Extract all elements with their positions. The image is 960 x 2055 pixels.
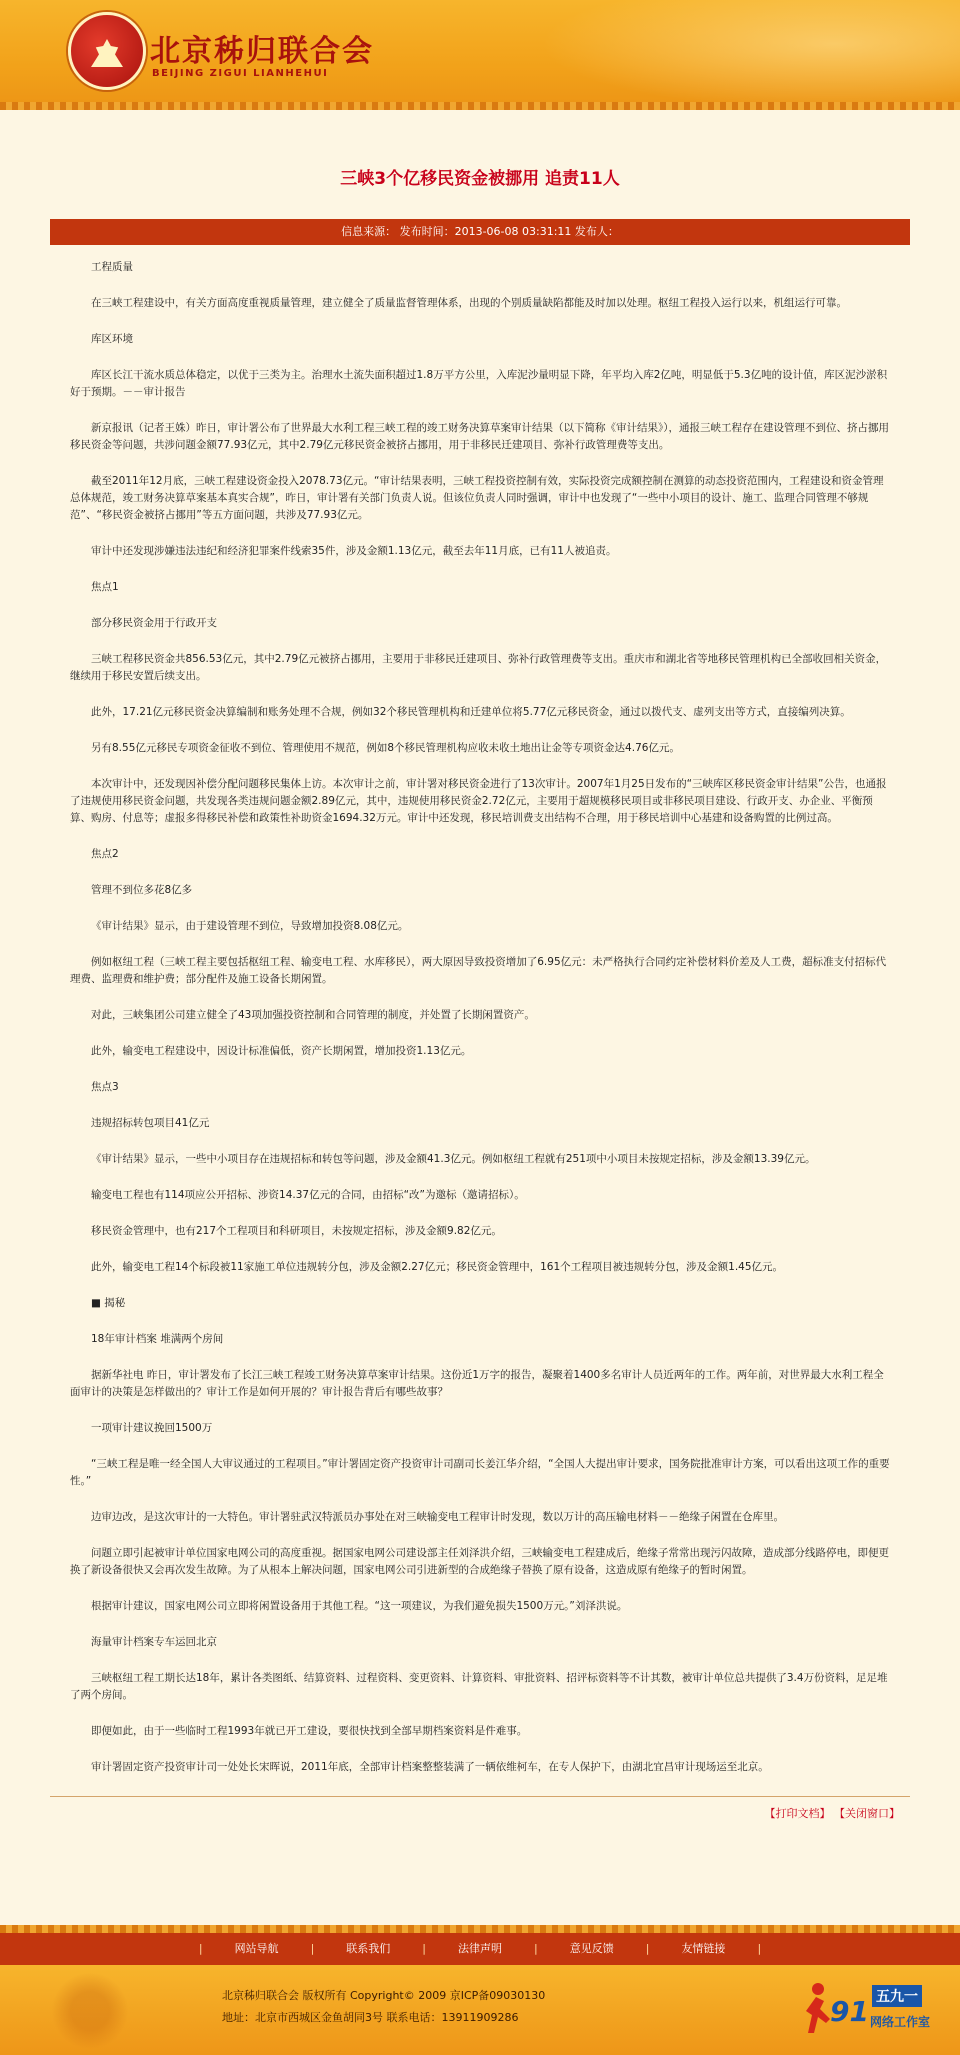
section-heading: 焦点3 xyxy=(91,1081,119,1093)
article-paragraph: 《审计结果》显示，一些中小项目存在违规招标和转包等问题，涉及金额41.3亿元。例如枢纽工程就有251项中小项目未按规定招标，涉及金额13.39亿元。 xyxy=(91,1153,816,1165)
studio-logo[interactable] xyxy=(794,1975,944,2047)
section-heading: 库区环境 xyxy=(91,333,133,345)
nav-separator: | xyxy=(422,1942,426,1955)
section-heading: 一项审计建议挽回1500万 xyxy=(91,1422,213,1434)
footer-body xyxy=(0,1965,960,2055)
article-actions: 【打印文档】 【关闭窗口】 xyxy=(764,1807,900,1820)
article-title: 三峡3个亿移民资金被挪用 追责11人 xyxy=(340,169,620,189)
section-heading: 管理不到位多花8亿多 xyxy=(91,884,193,896)
article-paragraph: 三峡枢纽工程工期长达18年，累计各类图纸、结算资料、过程资料、变更资料、计算资料、审批资料、招评标资料等不计其数，被审计单位总共提供了3.4万份资料，足足堆了两个房间。 xyxy=(70,1672,888,1701)
studio-name: 五九一 xyxy=(872,1985,922,2007)
studio-number: 91 xyxy=(830,1995,869,2028)
article-container xyxy=(50,110,910,1821)
content-divider xyxy=(50,1796,910,1797)
article-paragraph: 海量审计档案专车运回北京 xyxy=(91,1636,217,1648)
studio-subtitle: 网络工作室 xyxy=(870,2015,931,2029)
article-paragraph: “三峡工程是唯一经全国人大审议通过的工程项目。”审计署固定资产投资审计司副司长姜江华介绍，“全国人大提出审计要求，国务院批准审计方案，可以看出这项工作的重要性。” xyxy=(70,1458,890,1487)
close-window-button[interactable]: 关闭窗口 xyxy=(845,1807,889,1820)
logo-emblem-icon xyxy=(68,12,146,90)
footer-emblem-icon xyxy=(40,1971,140,2051)
article-paragraph: 输变电工程也有114项应公开招标、涉资14.37亿元的合同，由招标“改”为邀标（邀请招标）。 xyxy=(91,1189,525,1201)
footer-nav-link[interactable]: 法律声明 xyxy=(458,1942,502,1955)
section-heading: 违规招标转包项目41亿元 xyxy=(91,1117,210,1129)
section-heading: 焦点1 xyxy=(91,581,119,593)
section-heading: 部分移民资金用于行政开支 xyxy=(91,617,217,629)
nav-separator: | xyxy=(310,1942,315,1955)
nav-separator: | xyxy=(198,1942,203,1955)
footer-stripe xyxy=(0,1925,960,1933)
article-paragraph: 三峡工程移民资金共856.53亿元，其中2.79亿元被挤占挪用，主要用于非移民迁建项目、弥补行政管理费等支出。重庆市和湖北省等地移民管理机构已全部收回相关资金，继续用于移民安置后续支出。 xyxy=(70,653,887,682)
article-paragraph: 边审边改，是这次审计的一大特色。审计署驻武汉特派员办事处在对三峡输变电工程审计时发现，数以万计的高压输电材料－－绝缘子闲置在仓库里。 xyxy=(91,1511,784,1523)
logo-subtitle: BEIJING ZIGUI LIANHEHUI xyxy=(152,68,329,79)
article-paragraph: 问题立即引起被审计单位国家电网公司的高度重视。据国家电网公司建设部主任刘泽洪介绍，三峡输变电工程建成后，绝缘子常常出现污闪故障，造成部分线路停电，即便更换了新设备很快又会再次发生故障。为了从根本上解决问题，国家电网公司引进新型的合成绝缘子替换了原有设备，这造成原有绝缘子的暂时闲置。 xyxy=(70,1547,889,1576)
article-paragraph: 审计署固定资产投资审计司一处处长宋晖说，2011年底，全部审计档案整整装满了一辆依维柯车，在专人保护下，由湖北宜昌审计现场运至北京。 xyxy=(91,1761,769,1773)
article-paragraph: 此外，17.21亿元移民资金决算编制和账务处理不合规，例如32个移民管理机构和迁建单位将5.77亿元移民资金，通过以拨代支、虚列支出等方式，直接编列决算。 xyxy=(91,706,851,718)
footer-address: 地址：北京市西城区金鱼胡同3号 联系电话：13911909286 xyxy=(222,2011,519,2024)
nav-separator: | xyxy=(645,1942,650,1955)
nav-separator: | xyxy=(534,1942,538,1955)
header-band xyxy=(0,102,960,110)
footer-nav-link[interactable]: 友情链接 xyxy=(681,1942,726,1955)
section-heading: 工程质量 xyxy=(91,261,133,273)
site-header xyxy=(0,0,960,110)
article-paragraph: 另有8.55亿元移民专项资金征收不到位、管理使用不规范，例如8个移民管理机构应收未收土地出让金等专项资金达4.76亿元。 xyxy=(91,742,680,754)
article-paragraph: 此外，输变电工程建设中，因设计标准偏低，资产长期闲置，增加投资1.13亿元。 xyxy=(91,1045,472,1057)
article-paragraph: 在三峡工程建设中，有关方面高度重视质量管理，建立健全了质量监督管理体系，出现的个别质量缺陷都能及时加以处理。枢纽工程投入运行以来，机组运行可靠。 xyxy=(91,297,847,309)
article-paragraph: 例如枢纽工程（三峡工程主要包括枢纽工程、输变电工程、水库移民），两大原因导致投资增加了6.95亿元：未严格执行合同约定补偿材料价差及人工费，超标准支付招标代理费、监理费和维护费；部分配件及施工设备长期闲置。 xyxy=(70,956,887,985)
section-heading: 焦点2 xyxy=(91,848,119,860)
article-paragraph: 新京报讯（记者王姝）昨日，审计署公布了世界最大水利工程三峡工程的竣工财务决算草案审计结果（以下简称《审计结果》），通报三峡工程存在建设管理不到位、挤占挪用移民资金等问题，共涉问题金额77.93亿元，其中2.79亿元移民资金被挤占挪用，用于非移民迁建项目、弥补行政管理费等支出。 xyxy=(70,422,889,451)
logo-title[interactable]: 北京秭归联合会 xyxy=(150,34,374,69)
runner-icon xyxy=(798,1981,832,2037)
footer-nav-link[interactable]: 联系我们 xyxy=(346,1942,391,1955)
section-heading: 根据审计建议，国家电网公司立即将闲置设备用于其他工程。“这一项建议，为我们避免损失1500万元。”刘泽洪说。 xyxy=(91,1600,628,1612)
footer-nav-link[interactable]: 意见反馈 xyxy=(569,1942,614,1955)
footer-info xyxy=(222,1985,545,2029)
print-button[interactable]: 打印文档 xyxy=(775,1807,820,1820)
article-paragraph: 此外，输变电工程14个标段被11家施工单位违规转分包，涉及金额2.27亿元；移民资金管理中，161个工程项目被违规转分包，涉及金额1.45亿元。 xyxy=(91,1261,784,1273)
footer-nav-link[interactable]: 网站导航 xyxy=(234,1942,279,1955)
article-paragraph: 对此，三峡集团公司建立健全了43项加强投资控制和合同管理的制度，并处置了长期闲置资产。 xyxy=(91,1009,535,1021)
article-paragraph: 库区长江干流水质总体稳定，以优于三类为主。治理水土流失面积超过1.8万平方公里，入库泥沙量明显下降，年平均入库2亿吨，明显低于5.3亿吨的设计值，库区泥沙淤积好于预期。－－审计报告 xyxy=(70,369,888,398)
article-body xyxy=(50,245,910,1776)
article-paragraph: 即便如此，由于一些临时工程1993年就已开工建设，要很快找到全部早期档案资料是件难事。 xyxy=(91,1725,528,1737)
article-paragraph: 据新华社电 昨日，审计署发布了长江三峡工程竣工财务决算草案审计结果。这份近1万字的报告，凝聚着1400多名审计人员近两年的工作。两年前，对世界最大水利工程全面审计的决策是怎样做出的？审计工作是如何开展的？审计报告背后有哪些故事？ xyxy=(70,1369,884,1398)
site-footer xyxy=(0,1925,960,2055)
article-paragraph: 审计中还发现涉嫌违法违纪和经济犯罪案件线索35件，涉及金额1.13亿元，截至去年11月底，已有11人被追责。 xyxy=(91,545,617,557)
section-heading: 18年审计档案 堆满两个房间 xyxy=(91,1333,224,1345)
section-heading: ■ 揭秘 xyxy=(91,1297,126,1309)
footer-copyright: 北京秭归联合会 版权所有 Copyright© 2009 京ICP备09030130 xyxy=(222,1989,546,2002)
article-paragraph: 《审计结果》显示，由于建设管理不到位，导致增加投资8.08亿元。 xyxy=(91,920,409,932)
article-info-bar: 信息来源： 发布时间：2013-06-08 03:31:11 发布人： xyxy=(50,219,910,245)
footer-nav xyxy=(0,1933,960,1965)
article-paragraph: 移民资金管理中，也有217个工程项目和科研项目，未按规定招标，涉及金额9.82亿元。 xyxy=(91,1225,502,1237)
article-paragraph: 截至2011年12月底，三峡工程建设资金投入2078.73亿元。“审计结果表明，三峡工程投资控制有效，实际投资完成额控制在测算的动态投资范围内，工程建设和资金管理总体规范，竣工财务决算草案基本真实合规”，昨日，审计署有关部门负责人说。但该位负责人同时强调，审计中也发现了“一些中小项目的设计、施工、监理合同管理不够规范”、“移民资金被挤占挪用”等五方面问题，共涉及77.93亿元。 xyxy=(70,475,884,521)
article-paragraph: 本次审计中，还发现因补偿分配问题移民集体上访。本次审计之前，审计署对移民资金进行了13次审计。2007年1月25日发布的“三峡库区移民资金审计结果”公告，也通报了违规使用移民资金问题，共发现各类违规问题金额2.89亿元，其中，违规使用移民资金2.72亿元，主要用于超规模移民项目或非移民项目建设、行政开支、办企业、平衡预算、购房、付息等；虚报多得移民补偿和政策性补助资金1694.32万元。审计中还发现，移民培训费支出结构不合理，用于移民培训中心基建和设备购置的比例过高。 xyxy=(70,778,887,824)
nav-separator: | xyxy=(757,1942,762,1955)
